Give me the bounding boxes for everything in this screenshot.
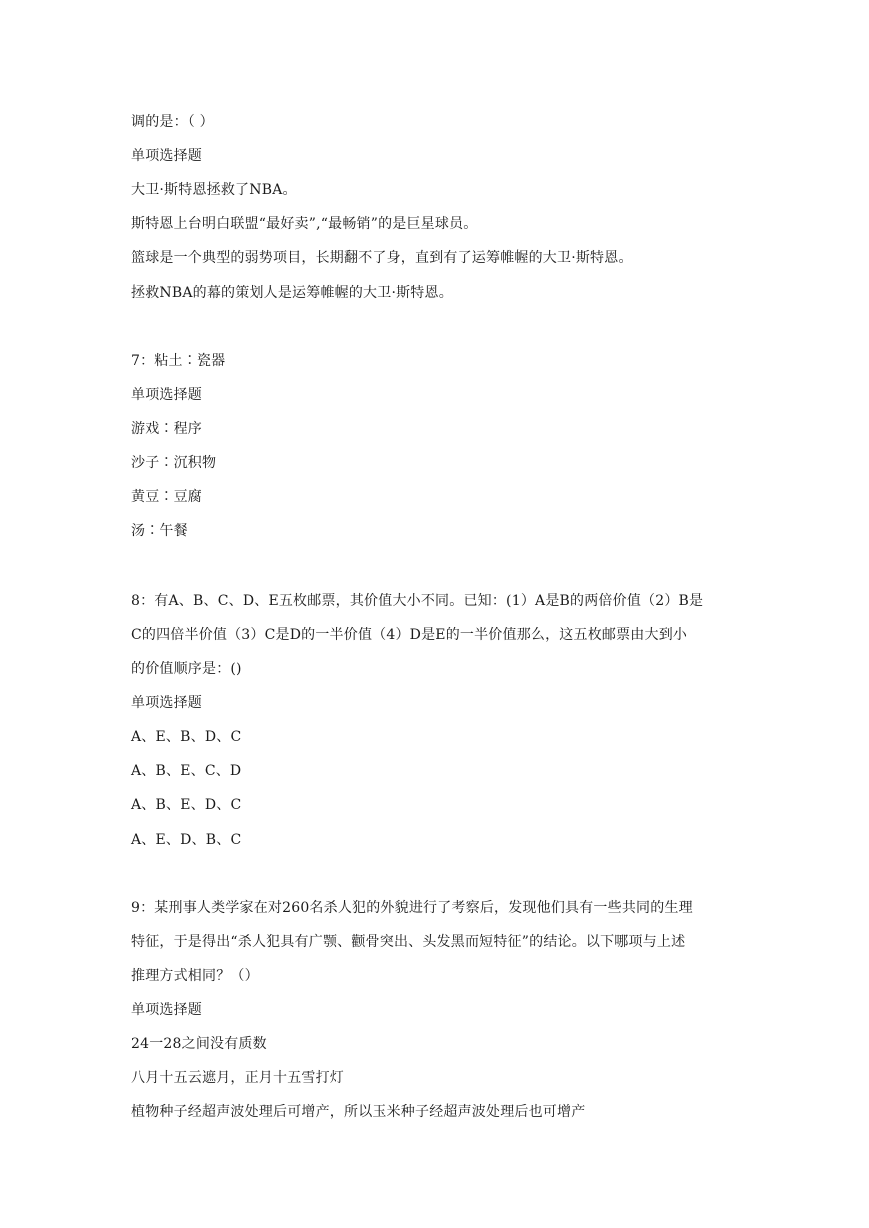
q6-option-1: 大卫·斯特恩拯救了NBA。 (131, 182, 297, 198)
q8-stem-line-3: 的价值顺序是：() (131, 661, 242, 677)
q7-stem: 7：粘土∶瓷器 (131, 353, 226, 369)
q6-option-4: 拯救NBA的幕的策划人是运筹帷幄的大卫·斯特恩。 (131, 285, 453, 301)
q9-option-3: 植物种子经超声波处理后可增产，所以玉米种子经超声波处理后也可增产 (131, 1104, 586, 1120)
q7-option-2: 沙子∶沉积物 (131, 455, 217, 471)
q6-option-3: 篮球是一个典型的弱势项目，长期翻不了身，直到有了运筹帷幄的大卫·斯特恩。 (131, 250, 633, 266)
q6-type-label: 单项选择题 (131, 148, 202, 164)
q7-option-4: 汤∶午餐 (131, 523, 188, 539)
q8-stem-line-1: 8：有A、B、C、D、E五枚邮票，其价值大小不同。已知：(1）A是B的两倍价值（2）B是 (131, 593, 704, 609)
q9-stem-line-3: 推理方式相同？（） (131, 968, 259, 984)
q7-option-3: 黄豆∶豆腐 (131, 489, 202, 505)
q9-stem-line-2: 特征，于是得出“杀人犯具有广颚、颧骨突出、头发黑而短特征”的结论。以下哪项与上述 (131, 934, 686, 950)
q6-stem-tail: 调的是：（ ） (131, 114, 214, 130)
q9-option-2: 八月十五云遮月，正月十五雪打灯 (131, 1070, 344, 1086)
q8-option-3: A、B、E、D、C (131, 797, 242, 813)
q9-option-1: 24一28之间没有质数 (131, 1036, 267, 1052)
q9-stem-line-1: 9：某刑事人类学家在对260名杀人犯的外貌进行了考察后，发现他们具有一些共同的生理 (131, 900, 693, 916)
q6-option-2: 斯特恩上台明白联盟“最好卖”,“最畅销”的是巨星球员。 (131, 216, 478, 232)
q9-type-label: 单项选择题 (131, 1002, 202, 1018)
q8-type-label: 单项选择题 (131, 695, 202, 711)
q7-type-label: 单项选择题 (131, 387, 202, 403)
q8-stem-line-2: C的四倍半价值（3）C是D的一半价值（4）D是E的一半价值那么，这五枚邮票由大到小 (131, 627, 688, 643)
q7-option-1: 游戏∶程序 (131, 421, 202, 437)
q8-option-4: A、E、D、B、C (131, 832, 242, 848)
q8-option-1: A、E、B、D、C (131, 729, 242, 745)
q8-option-2: A、B、E、C、D (131, 763, 242, 779)
